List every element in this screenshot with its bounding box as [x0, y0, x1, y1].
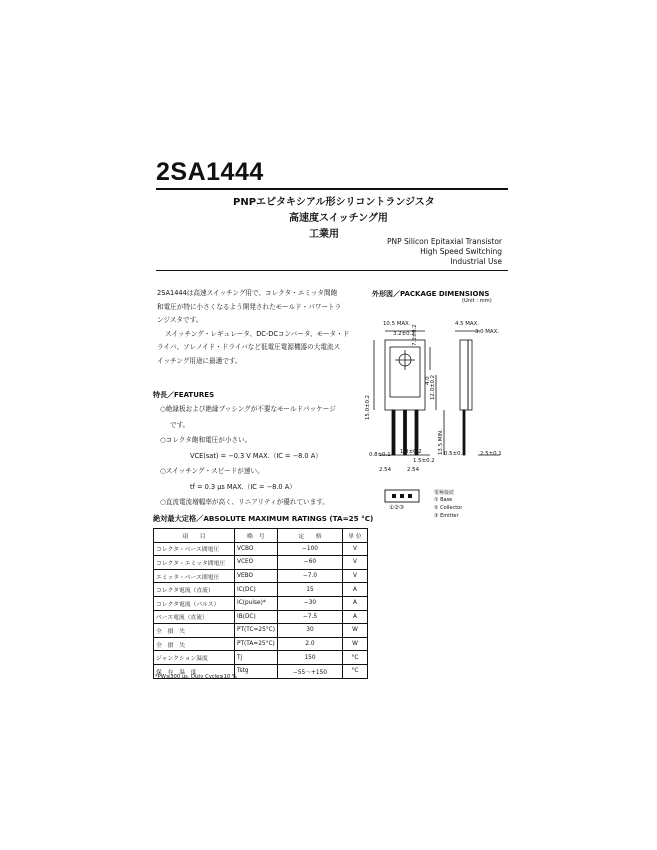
dim-lead-width: 0.8±0.1	[369, 452, 391, 458]
dim-lead-pitch-1: 2.54	[379, 467, 392, 473]
jp-title-line1: PNPエピタキシアル形シリコントランジスタ	[233, 197, 435, 208]
side-view-lead	[463, 410, 465, 455]
unit-cell: W	[343, 624, 368, 638]
dim-lead-thickness: 0.5±0.2	[444, 451, 466, 457]
title-rule	[156, 188, 508, 190]
value-cell: −7.0	[278, 569, 343, 583]
feature-line: ○コレクタ飽和電圧が小さい。	[160, 436, 252, 444]
side-view-body	[460, 340, 468, 410]
symbol-cell: Tstg	[235, 664, 278, 678]
unit-cell: V	[343, 542, 368, 556]
pin-numbers: ①②③	[389, 505, 405, 511]
table-row	[154, 569, 368, 583]
pin-base: ① Base	[434, 497, 453, 503]
features-list	[160, 402, 336, 511]
symbol-cell: IC(pulse)*	[235, 596, 278, 610]
table-row	[154, 624, 368, 638]
param-cell: 保 存 温 度	[154, 664, 235, 678]
unit-cell: A	[343, 610, 368, 624]
col-header-rating: 定 格	[278, 529, 343, 543]
symbol-cell: IB(DC)	[235, 610, 278, 624]
value-cell: 2.0	[278, 637, 343, 651]
description	[157, 287, 349, 368]
dim-side-depth: 3.0 MAX.	[475, 329, 500, 335]
feature-line: です。	[170, 420, 190, 429]
ratings-header-row	[154, 529, 368, 543]
unit-cell: V	[343, 569, 368, 583]
unit-cell: A	[343, 583, 368, 597]
param-cell: コレクタ・エミッタ間電圧	[154, 556, 235, 570]
col-header-unit: 単 位	[343, 529, 368, 543]
value-cell: −55〜+150	[278, 664, 343, 678]
param-cell: エミッタ・ベース間電圧	[154, 569, 235, 583]
dim-hole-offset: 4.0	[425, 376, 431, 385]
lead-base	[392, 410, 395, 455]
symbol-cell: VCEO	[235, 556, 278, 570]
pins-heading: 電極接続	[434, 490, 455, 496]
value-cell: 15	[278, 583, 343, 597]
param-cell: 全 損 失	[154, 624, 235, 638]
unit-cell: A	[343, 596, 368, 610]
symbol-cell: PT(TC=25°C)	[235, 624, 278, 638]
param-cell: 全 損 失	[154, 637, 235, 651]
table-row	[154, 596, 368, 610]
value-cell: 150	[278, 651, 343, 665]
value-cell: −100	[278, 542, 343, 556]
pin-emitter: ③ Emitter	[434, 513, 459, 519]
description-line: 2SA1444は高速スイッチング用で、コレクタ・エミッタ間飽	[157, 289, 338, 297]
en-title-line2: High Speed Switching	[420, 247, 502, 256]
param-cell: ジャンクション温度	[154, 651, 235, 665]
description-line: イッチング用途に最適です。	[157, 356, 242, 365]
table-row	[154, 637, 368, 651]
feature-line: ○スイッチング・スピードが速い。	[160, 467, 264, 475]
dim-side-width: 4.5 MAX.	[455, 321, 480, 327]
symbol-cell: Tj	[235, 651, 278, 665]
part-number-title: 2SA1444	[156, 158, 264, 186]
feature-line: ○絶縁板および絶縁ブッシングが不要なモールドパッケージ	[160, 405, 336, 413]
dim-tab-height: 7.0±0.2	[412, 324, 418, 346]
value-cell: −60	[278, 556, 343, 570]
dim-lead-length: 13.5 MIN.	[438, 429, 444, 455]
description-line: ライバ、ソレノイド・ドライバなど低電圧電源機器の大電流ス	[157, 343, 341, 351]
package-heading: 外形図／PACKAGE DIMENSIONS	[372, 290, 490, 298]
dim-side-lead-offset: 2.5±0.1	[480, 451, 502, 457]
param-cell: コレクタ・ベース間電圧	[154, 542, 235, 556]
dim-lead-shoulder: 1.3±0.2	[400, 449, 422, 455]
ratings-table	[153, 528, 368, 679]
dim-body-lower: 12.0±0.2	[430, 374, 436, 400]
symbol-cell: IC(DC)	[235, 583, 278, 597]
value-cell: −30	[278, 596, 343, 610]
dim-body-height: 15.0±0.2	[365, 394, 371, 420]
feature-line: ○直流電流増幅率が高く、リニアリティが優れています。	[160, 498, 329, 506]
ratings-footnote: *PW≦300 μs, Duty Cycle≦10 %	[155, 674, 237, 680]
col-header-symbol: 略 号	[235, 529, 278, 543]
package-unit: (Unit : mm)	[462, 298, 492, 304]
table-row	[154, 610, 368, 624]
unit-cell: W	[343, 637, 368, 651]
jp-title-line3: 工業用	[309, 229, 339, 240]
table-row	[154, 556, 368, 570]
description-line: スイッチング・レギュレータ、DC-DCコンバータ、モータ・ド	[165, 329, 350, 338]
en-title-line1: PNP Silicon Epitaxial Transistor	[386, 237, 502, 246]
header-rule	[156, 270, 508, 271]
value-cell: −7.5	[278, 610, 343, 624]
pin-diagram	[384, 489, 420, 505]
dim-lead-taper: 1.5±0.2	[413, 458, 435, 464]
ratings-heading: 絶対最大定格／ABSOLUTE MAXIMUM RATINGS (TA=25 °C)	[153, 514, 374, 523]
table-row	[154, 651, 368, 665]
unit-cell: °C	[343, 651, 368, 665]
en-title-line3: Industrial Use	[450, 257, 502, 266]
value-cell: 30	[278, 624, 343, 638]
table-row	[154, 583, 368, 597]
feature-line: VCE(sat) = −0.3 V MAX.（IC = −8.0 A）	[190, 451, 322, 460]
pin-collector: ② Collector	[434, 505, 463, 511]
dim-hole-pitch: 3.2±0.2	[393, 331, 415, 337]
ratings-table-wrap	[153, 528, 368, 679]
jp-title-line2: 高速度スイッチング用	[289, 213, 388, 224]
param-cell: コレクタ電流（パルス）	[154, 596, 235, 610]
symbol-cell: VCBO	[235, 542, 278, 556]
features-heading: 特長／FEATURES	[153, 391, 215, 399]
symbol-cell: PT(TA=25°C)	[235, 637, 278, 651]
symbol-cell: VEBO	[235, 569, 278, 583]
description-line: ンジスタです。	[157, 316, 203, 324]
unit-cell: V	[343, 556, 368, 570]
feature-line: tf = 0.3 μs MAX.（IC = −8.0 A）	[190, 482, 296, 491]
dim-lead-pitch-2: 2.54	[407, 467, 420, 473]
unit-cell: °C	[343, 664, 368, 678]
table-row	[154, 542, 368, 556]
dim-width-max: 10.5 MAX.	[383, 321, 411, 327]
col-header-item: 項 目	[154, 529, 235, 543]
param-cell: コレクタ電流（直流）	[154, 583, 235, 597]
param-cell: ベース電流（直流）	[154, 610, 235, 624]
description-line: 和電圧が特に小さくなるよう開発されたモールド・パワートラ	[157, 302, 342, 311]
